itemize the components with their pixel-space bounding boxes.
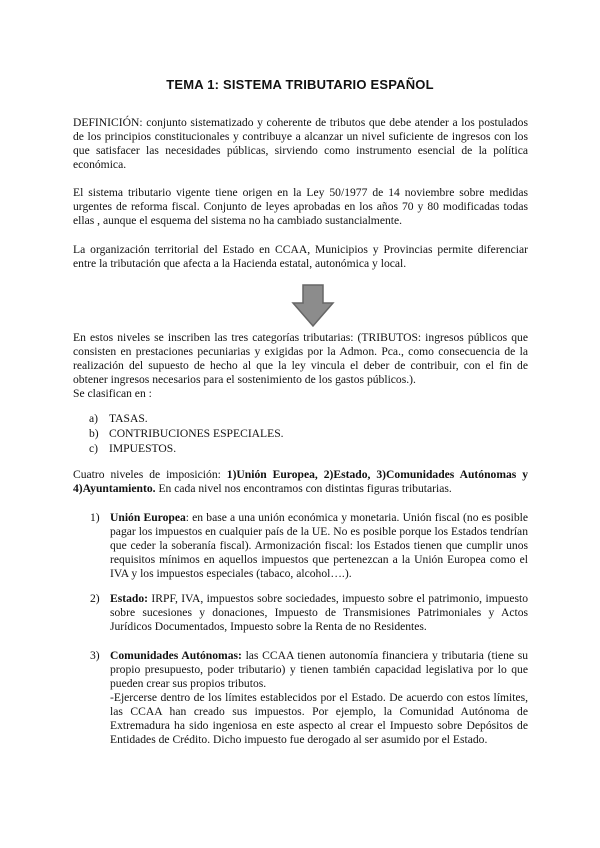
page-title: TEMA 1: SISTEMA TRIBUTARIO ESPAÑOL	[166, 77, 434, 92]
list-item	[73, 442, 528, 457]
level-item-comunidades-autonomas	[90, 649, 528, 747]
level-extra: -Ejercerse dentro de los límites establecidos por el Estado. De acuerdo con estos límites, las CCAA han creado sus impuestos. Por ejemplo, la Comunidad Autónoma de Extremadura ha sido ingeniosa en este aspecto al crear el Impuesto sobre Depósitos de Entidades de Crédito. Dicho impuesto fue derogado al ser asumido por el Estado.	[110, 691, 528, 746]
taxation-tail: En cada nivel nos encontramos con distintas figuras tributarias.	[158, 482, 452, 495]
category-label: CONTRIBUCIONES ESPECIALES.	[109, 427, 284, 440]
taxation-levels-bold: 1)Unión Europea, 2)Estado, 3)Comunidades Autónomas y 4)Ayuntamiento.	[73, 468, 528, 495]
list-item	[73, 412, 528, 427]
level-body	[110, 511, 528, 581]
definition-text: : conjunto sistematizado y coherente de tributos que debe atender a los postulados de los principios constitucionales y contribuye a alcanzar un nivel suficiente de ingresos con los que satisfacer las necesidades públicas, sirviendo como instrumento esencial de la política económica.	[73, 116, 528, 171]
origin-paragraph: El sistema tributario vigente tiene origen en la Ley 50/1977 de 14 noviembre sobre medidas urgentes de reforma fiscal. Conjunto de leyes aprobadas en los años 70 y 80 modificadas todas ellas , aunque el esquema del sistema no ha cambiado sustancialmente.	[73, 186, 528, 227]
levels-paragraph: En estos niveles se inscriben las tres categorías tributarias: (TRIBUTOS: ingresos públicos que consisten en prestaciones pecuniarias y exigidas por la Admon. Pca., como consecuencia de la realización del supuesto de hecho al que la ley vincula el deber de contribuir, con el fin de obtener ingresos necesarios para el sostenimiento de los gastos públicos.).	[73, 331, 528, 386]
down-arrow-shape	[293, 285, 333, 326]
list-marker: 1)	[90, 511, 100, 524]
list-item	[73, 427, 528, 442]
taxation-levels-paragraph	[73, 468, 528, 496]
organization-paragraph: La organización territorial del Estado en CCAA, Municipios y Provincias permite diferenciar entre la tributación que afecta a la Hacienda estatal, autonómica y local.	[73, 243, 528, 270]
list-marker: 3)	[90, 649, 100, 662]
list-marker: a)	[89, 412, 99, 425]
level-main	[110, 649, 528, 691]
definition-paragraph	[73, 116, 528, 172]
level-text: : en base a una unión económica y monetaria. Unión fiscal (no es posible pagar los impuestos en cualquier país de la UE. No es posible porque los Estados tendrían que ceder la soberanía fiscal). Armonización fiscal: los Estados tienen que cumplir unos requisitos mínimos en aquellos impuestos que pertenezcan a la Unión Europea como el IVA y los impuestos especiales (tabaco, alcohol….).	[110, 511, 528, 580]
list-marker: c)	[89, 442, 99, 455]
taxation-intro: Cuatro niveles de imposición:	[73, 468, 221, 481]
down-arrow-icon	[291, 284, 335, 328]
list-marker: b)	[89, 427, 99, 440]
level-item-union-europea	[90, 511, 528, 581]
category-label: TASAS.	[109, 412, 148, 425]
level-body	[110, 592, 528, 634]
category-label: IMPUESTOS.	[109, 442, 177, 455]
level-item-estado	[90, 592, 528, 634]
level-heading: Comunidades Autónomas:	[110, 649, 242, 662]
definition-label: DEFINICIÓN	[73, 116, 140, 129]
levels-block	[73, 331, 528, 401]
level-text: IRPF, IVA, impuestos sobre sociedades, impuesto sobre el patrimonio, impuesto sobre sucesiones y donaciones, Impuesto de Transmisiones Patrimoniales y Actos Jurídicos Documentados, Impuesto sobre la Renta de no Residentes.	[110, 592, 528, 633]
level-heading: Estado:	[110, 592, 149, 605]
level-text: las CCAA tienen autonomía financiera y tributaria (tiene su propio presupuesto, poder tributario) y tienen también capacidad legislativa por lo que pueden crear sus propios tributos.	[110, 649, 528, 690]
categories-list	[73, 412, 528, 457]
level-body	[110, 649, 528, 747]
classify-line: Se clasifican en :	[73, 387, 152, 400]
list-marker: 2)	[90, 592, 100, 605]
level-heading: Unión Europea	[110, 511, 186, 524]
